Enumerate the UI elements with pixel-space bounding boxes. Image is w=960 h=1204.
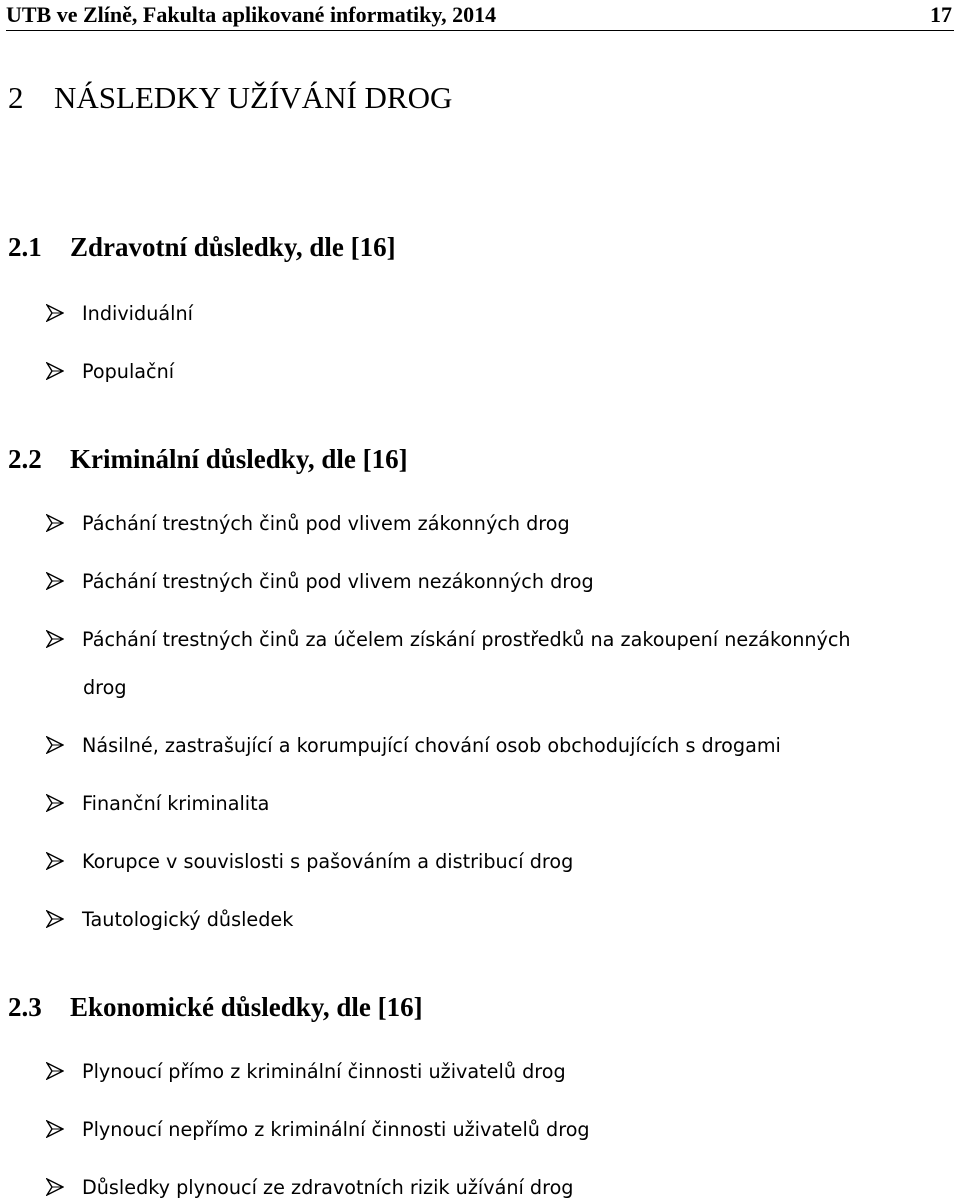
- arrowhead-bullet-icon: [46, 1120, 64, 1138]
- list-item-text: Finanční kriminalita: [82, 792, 270, 815]
- arrowhead-bullet-icon: [46, 362, 64, 380]
- list-item-text: Individuální: [82, 302, 193, 325]
- list-item-text: Tautologický důsledek: [82, 908, 294, 931]
- header-title: UTB ve Zlíně, Fakulta aplikované informatiky, 2014: [6, 2, 497, 27]
- chapter-title: NÁSLEDKY UŽÍVÁNÍ DROG: [54, 80, 453, 115]
- page-header: [6, 0, 954, 31]
- arrowhead-bullet-icon: [46, 794, 64, 812]
- list-item-text: Populační: [82, 360, 175, 383]
- section-title: Zdravotní důsledky, dle [16]: [70, 232, 396, 262]
- section-heading: [8, 232, 396, 263]
- list-item-text: Násilné, zastrašující a korumpující chování osob obchodujících s drogami: [82, 734, 781, 757]
- section-number: 2.1: [8, 232, 42, 262]
- list-item-text: Páchání trestných činů za účelem získání prostředků na zakoupení nezákonných: [82, 628, 851, 651]
- arrowhead-bullet-icon: [46, 630, 64, 648]
- list-item-text: Plynoucí přímo z kriminální činnosti uživatelů drog: [82, 1060, 566, 1083]
- arrowhead-bullet-icon: [46, 572, 64, 590]
- section-heading: [8, 444, 408, 475]
- section-number: 2.3: [8, 992, 42, 1022]
- chapter-heading: [8, 80, 452, 116]
- list-item-text: Páchání trestných činů pod vlivem nezákonných drog: [82, 570, 594, 593]
- list-item-text: Plynoucí nepřímo z kriminální činnosti uživatelů drog: [82, 1118, 590, 1141]
- section-title: Ekonomické důsledky, dle [16]: [70, 992, 423, 1022]
- chapter-number: 2: [8, 80, 24, 115]
- arrowhead-bullet-icon: [46, 304, 64, 322]
- list-item-continuation: drog: [83, 676, 127, 699]
- arrowhead-bullet-icon: [46, 852, 64, 870]
- list-item-text: Důsledky plynoucí ze zdravotních rizik užívání drog: [82, 1176, 574, 1199]
- section-number: 2.2: [8, 444, 42, 474]
- section-heading: [8, 992, 423, 1023]
- page-number: 17: [930, 2, 952, 27]
- arrowhead-bullet-icon: [46, 1178, 64, 1196]
- arrowhead-bullet-icon: [46, 514, 64, 532]
- section-title: Kriminální důsledky, dle [16]: [70, 444, 408, 474]
- list-item-text: Páchání trestných činů pod vlivem zákonných drog: [82, 512, 570, 535]
- list-item-text: Korupce v souvislosti s pašováním a distribucí drog: [82, 850, 574, 873]
- arrowhead-bullet-icon: [46, 910, 64, 928]
- arrowhead-bullet-icon: [46, 1062, 64, 1080]
- arrowhead-bullet-icon: [46, 736, 64, 754]
